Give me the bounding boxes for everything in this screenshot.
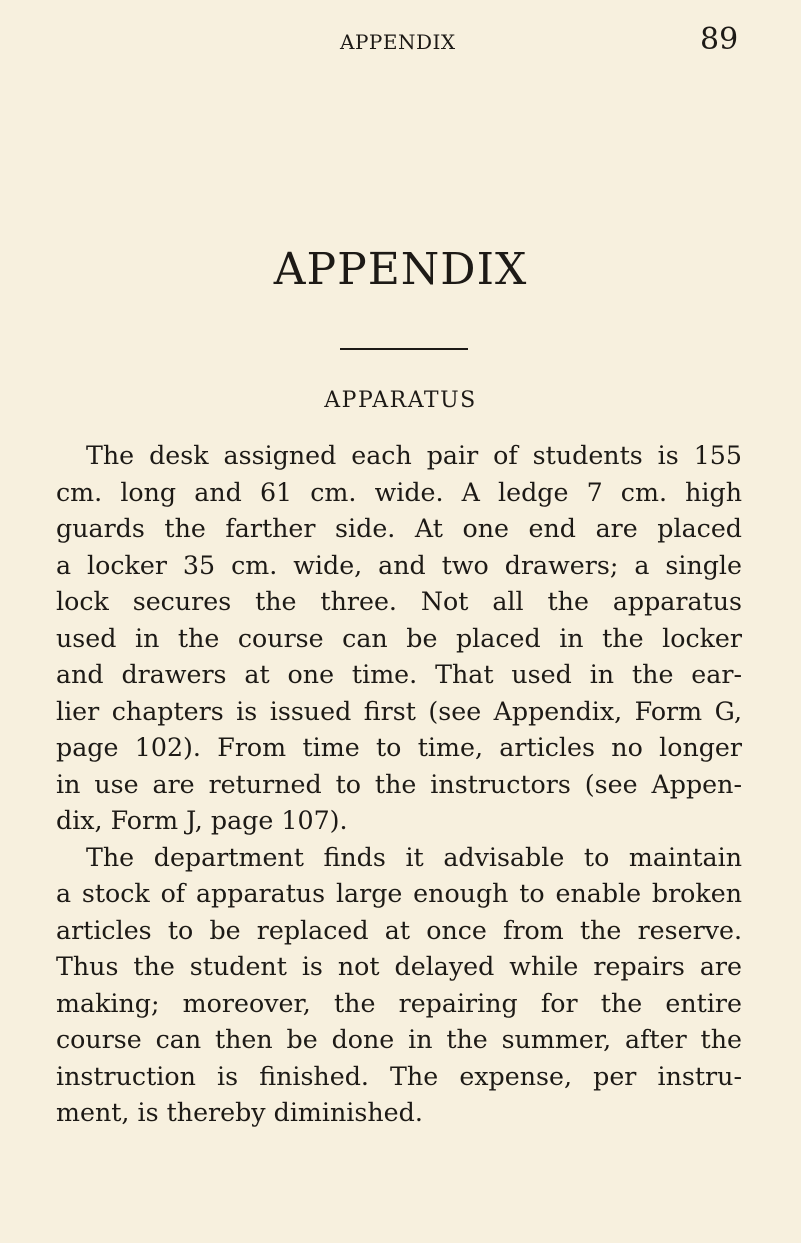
body-text (56, 438, 742, 1132)
text-line: and drawers at one time. That used in the ear- (56, 660, 742, 689)
paragraph-1 (56, 438, 742, 840)
paragraph-2 (56, 840, 742, 1132)
text-line: dix, Form J, page 107). (56, 806, 348, 835)
page-number: 89 (700, 22, 739, 57)
text-line: making; moreover, the repairing for the entire (56, 988, 742, 1018)
text-line: a locker 35 cm. wide, and two drawers; a single (56, 550, 742, 580)
text-line: instruction is finished. The expense, per instru- (56, 1061, 742, 1091)
title-rule (340, 348, 468, 350)
text-line: used in the course can be placed in the locker (56, 623, 742, 653)
text-line: course can then be done in the summer, after the (56, 1025, 742, 1054)
text-line: in use are returned to the instructors (see Appen- (56, 769, 742, 799)
text-line: cm. long and 61 cm. wide. A ledge 7 cm. high (56, 477, 742, 507)
text-line: Thus the student is not delayed while repairs are (56, 952, 742, 981)
running-head (0, 22, 801, 62)
section-heading: APPARATUS (324, 388, 477, 413)
text-line: a stock of apparatus large enough to enable broken (56, 879, 742, 908)
text-line: articles to be replaced at once from the reserve. (56, 915, 742, 945)
running-title: APPENDIX (340, 30, 456, 54)
text-line: lock secures the three. Not all the apparatus (56, 587, 742, 616)
text-line: lier chapters is issued first (see Appendix, Form G, (56, 696, 742, 726)
text-line: The department finds it advisable to maintain (86, 842, 742, 872)
text-line: page 102). From time to time, articles no longer (56, 733, 742, 762)
text-line: ment, is thereby diminished. (56, 1098, 423, 1127)
text-line: guards the farther side. At one end are placed (56, 514, 742, 543)
text-line: The desk assigned each pair of students is 155 (86, 441, 742, 470)
chapter-title: APPENDIX (273, 244, 528, 295)
